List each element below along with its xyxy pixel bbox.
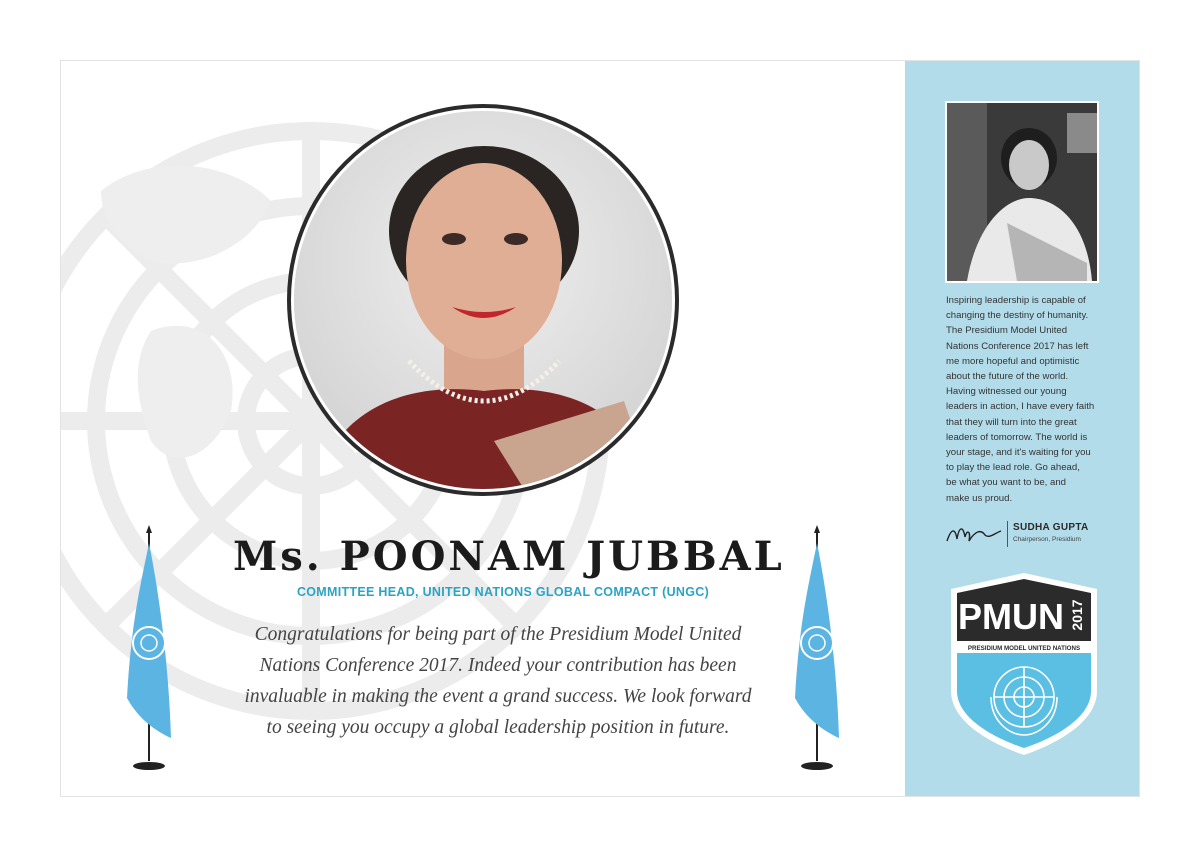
quote-line: to play the lead role. Go ahead, bbox=[946, 462, 1080, 474]
quote-line: The Presidium Model United bbox=[946, 325, 1068, 337]
logo-wordmark: PMUN bbox=[958, 596, 1064, 637]
quote-line: about the future of the world. bbox=[946, 371, 1069, 383]
quote-line: changing the destiny of humanity. bbox=[946, 310, 1089, 322]
quote-line: me more hopeful and optimistic bbox=[946, 355, 1080, 367]
honoree-portrait bbox=[294, 111, 672, 489]
message-line: to seeing you occupy a global leadership position in future. bbox=[266, 717, 730, 738]
signature bbox=[945, 519, 1003, 549]
signature-block bbox=[945, 519, 1125, 549]
sidebar-panel bbox=[905, 61, 1140, 797]
message-line: Congratulations for being part of the Presidium Model United bbox=[254, 624, 742, 645]
pmun-shield-logo bbox=[949, 571, 1099, 757]
chairperson-quote bbox=[946, 293, 1116, 506]
quote-line: that they will turn into the great bbox=[946, 416, 1077, 428]
chairperson-photo bbox=[945, 101, 1099, 283]
logo-year: 2017 bbox=[1069, 599, 1085, 631]
quote-line: be what you want to be, and bbox=[946, 477, 1067, 489]
quote-line: make us proud. bbox=[946, 492, 1013, 504]
signature-divider bbox=[1007, 521, 1008, 547]
quote-line: Nations Conference 2017 has left bbox=[946, 340, 1089, 352]
signatory-title: Chairperson, Presidium bbox=[1013, 536, 1081, 543]
message-line: invaluable in making the event a grand success. We look forward bbox=[244, 686, 752, 707]
honoree-name: Ms. POONAM JUBBAL bbox=[233, 533, 785, 580]
congratulation-message bbox=[198, 619, 798, 743]
quote-line: Having witnessed our young bbox=[946, 386, 1067, 398]
logo-tagline: PRESIDIUM MODEL UNITED NATIONS bbox=[967, 645, 1081, 652]
quote-line: your stage, and it's waiting for you bbox=[946, 447, 1091, 459]
un-flag-left-icon bbox=[119, 523, 179, 773]
quote-line: Inspiring leadership is capable of bbox=[946, 295, 1086, 306]
message-line: Nations Conference 2017. Indeed your contribution has been bbox=[259, 655, 737, 676]
honoree-role: COMMITTEE HEAD, UNITED NATIONS GLOBAL COMPACT (UNGC) bbox=[296, 585, 710, 599]
un-flag-right-icon bbox=[787, 523, 847, 773]
quote-line: leaders in action, I have every faith bbox=[946, 401, 1095, 413]
signatory-name: SUDHA GUPTA bbox=[1013, 522, 1089, 533]
certificate-card bbox=[60, 60, 1140, 797]
quote-line: leaders of tomorrow. The world is bbox=[946, 431, 1088, 443]
